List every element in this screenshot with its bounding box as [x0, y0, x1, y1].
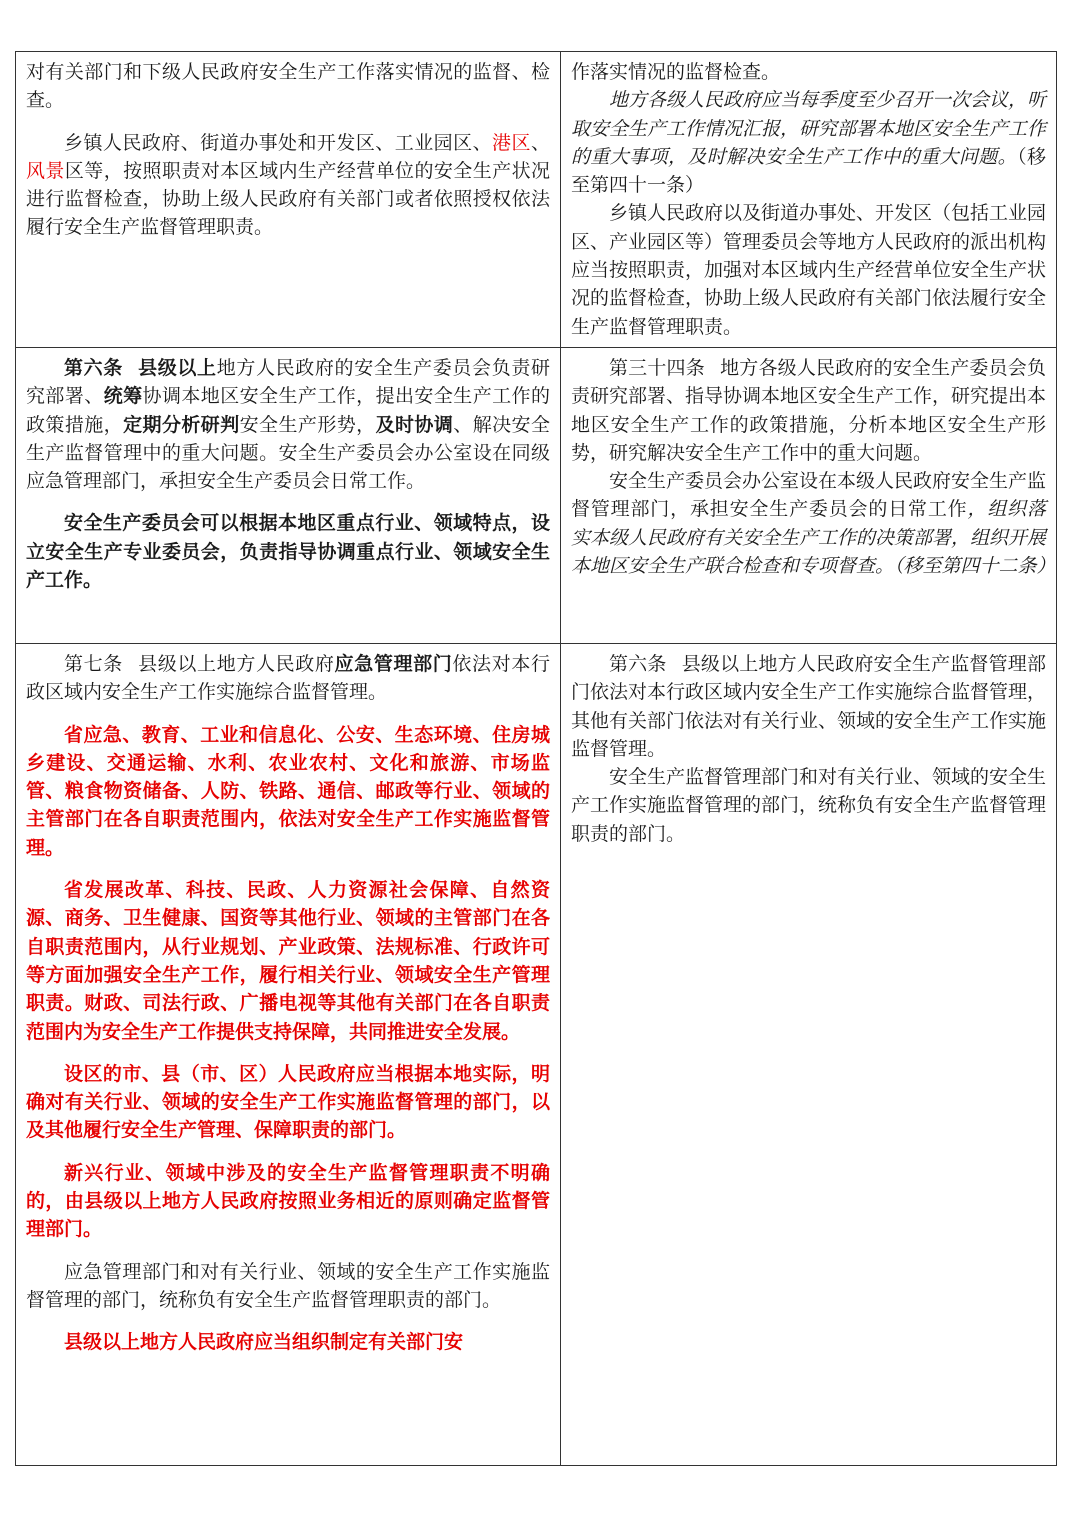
bold-text: 应急管理部门 — [334, 652, 453, 675]
paragraph: 省应急、教育、工业和信息化、公安、生态环境、住房城乡建设、交通运输、水利、农业农村、文化和旅游、市场监管、粮食物资储备、人防、铁路、通信、邮政等行业、领域的主管部门在各自职责范围内，依法对安全生产工作实施监督管理。 — [26, 723, 550, 859]
paragraph: 应急管理部门和对有关行业、领域的安全生产工作实施监督管理的部门，统称负有安全生产监督管理职责的部门。 — [26, 1260, 550, 1311]
paragraph: 省发展改革、科技、民政、人力资源社会保障、自然资源、商务、卫生健康、国资等其他行业、领域的主管部门在各自职责范围内，从行业规划、产业政策、法规标准、行政许可等方面加强安全生产工作，履行相关行业、领域安全生产管理职责。财政、司法行政、广播电视等其他有关部门在各自职责范围内为安全生产工作提供支持保障，共同推进安全发展。 — [26, 879, 550, 1043]
bold-text: 及时协调 — [375, 413, 454, 436]
red-text: 风景 — [26, 159, 65, 182]
red-text: 港区 — [492, 131, 531, 154]
text-span: 县级以上地方人民政府 — [138, 652, 335, 675]
italic-text: 地方各级人民政府应当每季度至少召开一次会议，听取安全生产工作情况汇报，研究部署本地区安全生产工作的重大事项，及时解决安全生产工作中的重大问题。 — [571, 89, 1047, 168]
text-span: 依法对本行政区域内安全生产工作实施综合监督管理。 — [26, 652, 550, 704]
paragraph — [571, 650, 1046, 763]
table-row — [16, 347, 1057, 643]
bold-text: 统筹 — [103, 385, 143, 408]
paragraph — [571, 86, 1046, 199]
paragraph: 安全生产委员会可以根据本地区重点行业、领域特点，设立安全生产专业委员会，负责指导协调重点行业、领域安全生产工作。 — [26, 512, 550, 592]
bold-text: 定期分析研判 — [123, 413, 240, 436]
left-cell — [16, 347, 561, 643]
text-span: 、 — [530, 131, 550, 154]
italic-text: ，组织落实本级人民政府有关安全生产工作的决策部署，组织开展本地区安全生产联合检查和专项督查。（移至第四十二条） — [571, 498, 1056, 578]
text-span: 、解决安全生产监督管理中的重大问题。安全生产委员会办公室设在同级应急管理部门，承担安全生产委员会日常工作。 — [26, 413, 550, 493]
text-span: 安全生产委员会办公室设在本级人民政府安全生产监督管理部门，承担安全生产委员会的日常工作 — [571, 470, 1047, 521]
paragraph: 安全生产监督管理部门和对有关行业、领域的安全生产工作实施监督管理的部门，统称负有安全生产监督管理职责的部门。 — [571, 766, 1047, 845]
paragraph — [571, 354, 1046, 467]
article-number: 第六条 — [609, 652, 667, 675]
right-cell — [561, 52, 1057, 348]
text-span: 县级以上地方人民政府安全生产监督管理部门依法对本行政区域内安全生产工作实施综合监督管理，其他有关部门依法对有关行业、领域的安全生产工作实施监督管理。 — [571, 652, 1047, 760]
text-span: 乡镇人民政府、街道办事处和开发区、工业园区、 — [64, 131, 493, 154]
paragraph — [26, 354, 550, 495]
text-span: 地方人民政府的安全生产委员会负责研究部署、 — [26, 356, 550, 408]
move-note: （移至第四十一条） — [571, 145, 1046, 197]
paragraph: 对有关部门和下级人民政府安全生产工作落实情况的监督、检查。 — [26, 61, 550, 112]
paragraph — [26, 650, 550, 707]
bold-text: 县级以上 — [138, 356, 217, 379]
left-cell — [16, 643, 561, 1465]
paragraph: 县级以上地方人民政府应当组织制定有关部门安 — [64, 1331, 464, 1354]
text-span: 区等，按照职责对本区域内生产经营单位的安全生产状况进行监督检查，协助上级人民政府有关部门或者依照授权依法履行安全生产监督管理职责。 — [26, 159, 550, 239]
article-number: 第六条 — [64, 356, 123, 379]
left-cell — [16, 52, 561, 348]
paragraph: 乡镇人民政府以及街道办事处、开发区（包括工业园区、产业园区等）管理委员会等地方人民政府的派出机构应当按照职责，加强对本区域内生产经营单位安全生产状况的监督检查，协助上级人民政府有关部门依法履行安全生产监督管理职责。 — [571, 202, 1047, 338]
paragraph: 新兴行业、领域中涉及的安全生产监督管理职责不明确的，由县级以上地方人民政府按照业务相近的原则确定监督管理部门。 — [26, 1161, 550, 1241]
table-row — [16, 52, 1057, 348]
text-span: 安全生产形势， — [239, 413, 376, 436]
paragraph — [26, 129, 550, 242]
right-cell — [561, 643, 1057, 1465]
paragraph: 作落实情况的监督检查。 — [571, 61, 781, 83]
article-number: 第七条 — [64, 652, 123, 675]
article-number: 第三十四条 — [609, 356, 705, 379]
paragraph: 设区的市、县（市、区）人民政府应当根据本地实际，明确对有关行业、领域的安全生产工作实施监督管理的部门，以及其他履行安全生产管理、保障职责的部门。 — [26, 1062, 550, 1142]
comparison-table — [15, 51, 1057, 1466]
text-span: 协调本地区安全生产工作，提出安全生产工作的政策措施， — [26, 385, 550, 436]
table-row — [16, 643, 1057, 1465]
right-cell — [561, 347, 1057, 643]
text-span: 地方各级人民政府的安全生产委员会负责研究部署、指导协调本地区安全生产工作，研究提出本地区安全生产工作的政策措施，分析本地区安全生产形势，研究解决安全生产工作中的重大问题。 — [571, 356, 1047, 464]
paragraph — [571, 467, 1056, 580]
